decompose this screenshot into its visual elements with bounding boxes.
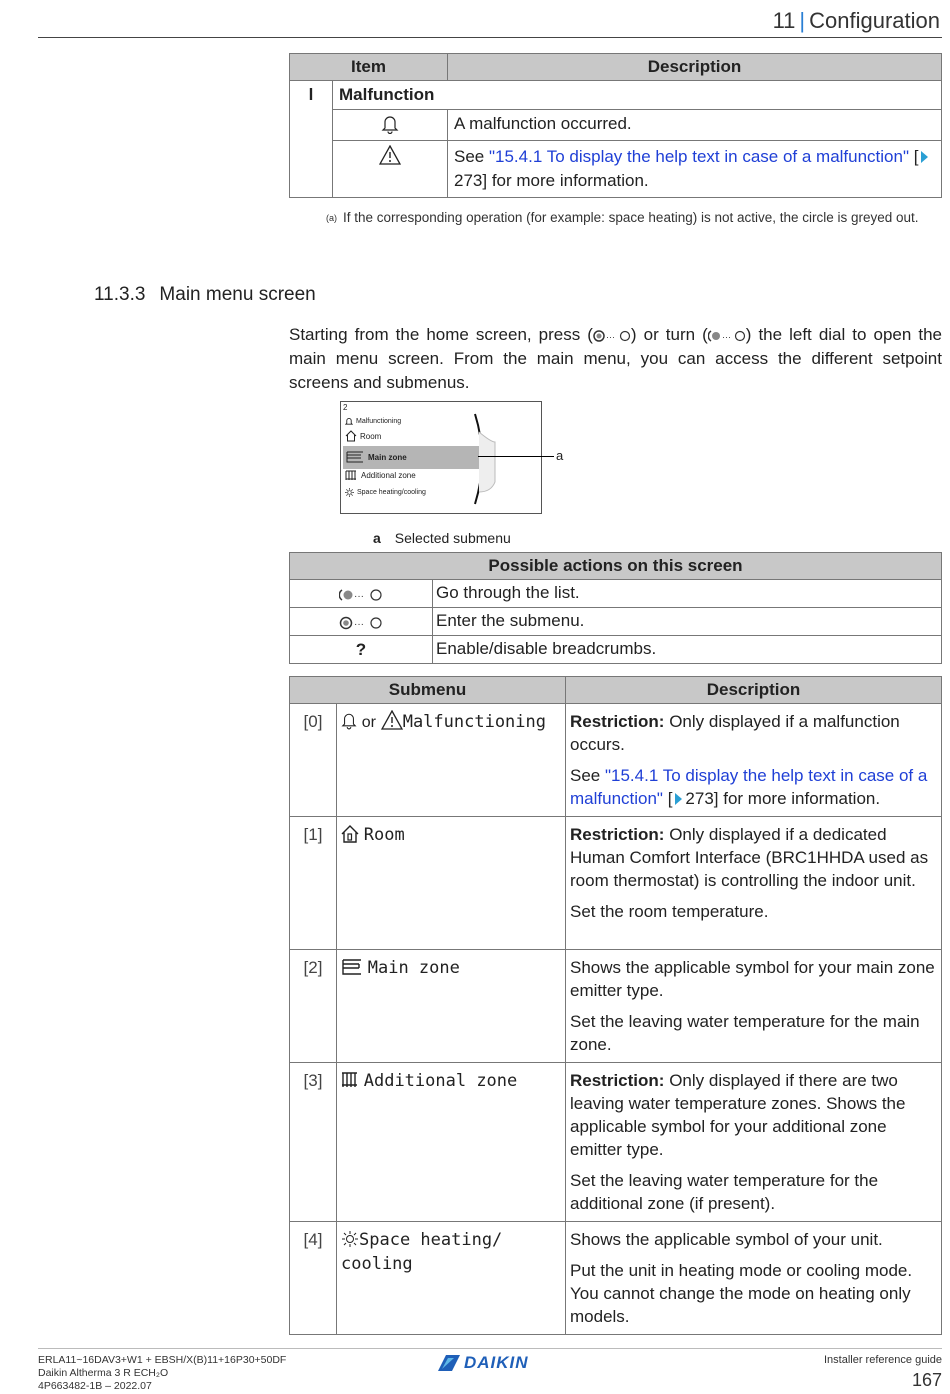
description-text: Set the leaving water temperature for the main zone. <box>570 1012 920 1054</box>
warning-icon <box>379 145 401 165</box>
sun-snowflake-icon <box>341 1230 359 1248</box>
submenu-name: Main zone <box>367 958 460 978</box>
footer-product: Daikin Altherma 3 R ECH₂O <box>38 1367 169 1379</box>
section-title <box>94 284 316 306</box>
daikin-logo <box>436 1353 529 1373</box>
submenu-index: [1] <box>290 817 337 950</box>
screen-item-main-zone <box>345 450 407 464</box>
bell-icon <box>341 711 357 730</box>
help-text-link[interactable]: "15.4.1 To display the help text in case of a malfunction" <box>570 766 928 808</box>
svg-text:···: ··· <box>354 590 364 602</box>
submenu-description <box>566 1222 942 1335</box>
section-name: Main menu screen <box>159 284 316 305</box>
see-prefix: See <box>570 766 605 785</box>
screen-item-label: Room <box>360 431 382 441</box>
see-suffix: ] for more information. <box>713 789 881 808</box>
submenu-name-cell <box>337 1222 566 1335</box>
legend-key: a <box>373 530 381 546</box>
submenu-index: [3] <box>290 1063 337 1222</box>
desc-malfunction-occurred: A malfunction occurred. <box>448 110 942 141</box>
callout-line <box>478 456 554 457</box>
actions-table <box>289 552 942 664</box>
submenu-name-cell <box>337 817 566 950</box>
col-description-header: Description <box>448 54 942 81</box>
page-header <box>38 6 942 38</box>
chapter-title: Configuration <box>809 8 940 33</box>
intro-part1: Starting from the home screen, press ( <box>289 325 593 344</box>
action-text: Enable/disable breadcrumbs. <box>433 636 942 664</box>
radiator-icon <box>341 1071 359 1089</box>
footer-guide: Installer reference guide <box>823 1354 942 1366</box>
col-item-header: Item <box>290 54 448 81</box>
table-row <box>290 636 942 664</box>
underfloor-heating-icon <box>345 450 365 464</box>
or-text: or <box>361 714 376 731</box>
bell-icon-cell <box>333 110 448 141</box>
see-suffix: ] for more information. <box>482 171 649 190</box>
description-extra: Set the room temperature. <box>570 902 769 921</box>
svg-text:···: ··· <box>354 618 364 630</box>
table-row <box>290 608 942 636</box>
restriction-text: Only displayed if a dedicated Human Comfort Interface (BRC1HHDA used as room thermostat) is controlling the indoor unit. <box>570 825 929 890</box>
page-open: [ <box>909 147 919 166</box>
submenu-index: [0] <box>290 704 337 817</box>
page-ref-arrow-icon <box>675 793 682 805</box>
footer-divider <box>38 1348 942 1349</box>
warning-icon <box>381 710 403 730</box>
restriction-text: Only displayed if there are two leaving water temperature zones. Shows the applicable symbol for your additional zone emitter type. <box>570 1071 906 1159</box>
table-row <box>290 704 942 817</box>
submenu-name: Additional zone <box>363 1071 518 1091</box>
intro-part2: ) or turn ( <box>630 325 708 344</box>
footer-left <box>38 1354 286 1393</box>
screen-item-label: Additional zone <box>361 471 416 480</box>
page-ref-arrow-icon <box>921 151 928 163</box>
description-text: Put the unit in heating mode or cooling mode. You cannot change the mode on heating only models. <box>570 1261 913 1326</box>
description-text: Shows the applicable symbol of your unit. <box>570 1230 883 1249</box>
description-extra: Set the leaving water temperature for the additional zone (if present). <box>570 1171 879 1213</box>
page-ref: 273 <box>685 789 714 808</box>
restriction-text: Only displayed if a malfunction occurs. <box>570 712 900 754</box>
action-icon-cell <box>290 608 433 636</box>
footnote <box>326 208 926 228</box>
page-number: 167 <box>911 1370 942 1390</box>
submenu-description <box>566 704 942 817</box>
screen-item-malfunctioning <box>345 417 401 426</box>
svg-text:···: ··· <box>721 332 731 342</box>
malfunction-table <box>289 53 942 198</box>
intro-paragraph <box>289 323 942 395</box>
footer-model: ERLA11~16DAV3+W1 + EBSH/X(B)11+16P30+50DF <box>38 1354 287 1366</box>
help-text-link[interactable]: "15.4.1 To display the help text in case of a malfunction" <box>488 147 909 166</box>
brand-name: DAIKIN <box>464 1353 529 1372</box>
table-row <box>290 1063 942 1222</box>
table-row <box>290 1222 942 1335</box>
callout-label: a <box>556 448 564 463</box>
restriction-label: Restriction: <box>570 1071 665 1090</box>
warning-icon-cell <box>333 141 448 198</box>
home-icon <box>345 430 357 442</box>
bell-icon <box>381 114 399 134</box>
submenu-table <box>289 676 942 1335</box>
action-text: Enter the submenu. <box>433 608 942 636</box>
page-open: [ <box>662 789 673 808</box>
legend-text: Selected submenu <box>394 530 511 546</box>
screen-item-label: Malfunctioning <box>356 418 402 425</box>
submenu-description <box>566 817 942 950</box>
submenu-name-cell <box>337 704 566 817</box>
turn-dial-icon <box>708 329 746 343</box>
press-dial-icon <box>339 616 383 630</box>
figure-legend <box>373 530 511 546</box>
row-label: Malfunction <box>333 81 942 110</box>
sun-snowflake-icon <box>345 488 354 497</box>
question-icon: ? <box>290 636 433 664</box>
screen-number: 2 <box>343 403 348 412</box>
submenu-name-cell <box>337 1063 566 1222</box>
action-text: Go through the list. <box>433 580 942 608</box>
table-row <box>290 817 942 950</box>
section-number: 11.3.3 <box>94 284 146 305</box>
chapter-heading <box>773 8 940 34</box>
screen-item-label: Space heating/cooling <box>357 489 426 496</box>
restriction-label: Restriction: <box>570 825 665 844</box>
screen-item-space-heating <box>345 488 426 497</box>
underfloor-heating-icon <box>341 958 363 976</box>
submenu-index: [2] <box>290 950 337 1063</box>
footer-doc-id: 4P663482-1B – 2022.07 <box>38 1380 152 1392</box>
bell-icon <box>345 417 353 426</box>
header-separator: | <box>799 8 806 33</box>
description-text: Shows the applicable symbol for your main zone emitter type. <box>570 958 935 1000</box>
svg-text:···: ··· <box>605 332 615 342</box>
scroll-arc-icon <box>469 412 499 507</box>
footnote-text: If the corresponding operation (for example: space heating) is not active, the circle is greyed out. <box>343 210 919 225</box>
submenu-name: Space heating/ cooling <box>341 1230 503 1274</box>
actions-header: Possible actions on this screen <box>290 553 942 580</box>
submenu-name-cell <box>337 950 566 1063</box>
submenu-description <box>566 1063 942 1222</box>
turn-dial-icon <box>339 588 383 602</box>
home-icon <box>341 825 359 843</box>
page-ref: 273 <box>454 171 483 190</box>
daikin-logo-icon <box>436 1355 460 1371</box>
submenu-index: [4] <box>290 1222 337 1335</box>
footnote-marker: (a) <box>326 213 337 223</box>
screen-item-additional-zone <box>345 470 416 481</box>
screen-item-room <box>345 430 381 442</box>
see-prefix: See <box>454 147 489 166</box>
main-menu-screen-figure <box>340 401 542 514</box>
intro-part3: ) the left dial to open the main menu screen. From the main menu, you can access the different setpoint screens and submenus. <box>289 325 943 392</box>
col-submenu-header: Submenu <box>290 677 566 704</box>
row-id: l <box>290 81 333 198</box>
desc-see-help <box>448 141 942 198</box>
radiator-icon <box>345 470 358 481</box>
col-description-header: Description <box>566 677 942 704</box>
restriction-label: Restriction: <box>570 712 665 731</box>
press-dial-icon <box>593 329 631 343</box>
chapter-number: 11 <box>772 8 796 33</box>
submenu-description <box>566 950 942 1063</box>
table-row <box>290 950 942 1063</box>
submenu-name: Room <box>363 825 405 845</box>
submenu-name: Malfunctioning <box>402 712 546 732</box>
action-icon-cell <box>290 580 433 608</box>
table-row <box>290 580 942 608</box>
screen-item-label: Main zone <box>368 452 407 462</box>
